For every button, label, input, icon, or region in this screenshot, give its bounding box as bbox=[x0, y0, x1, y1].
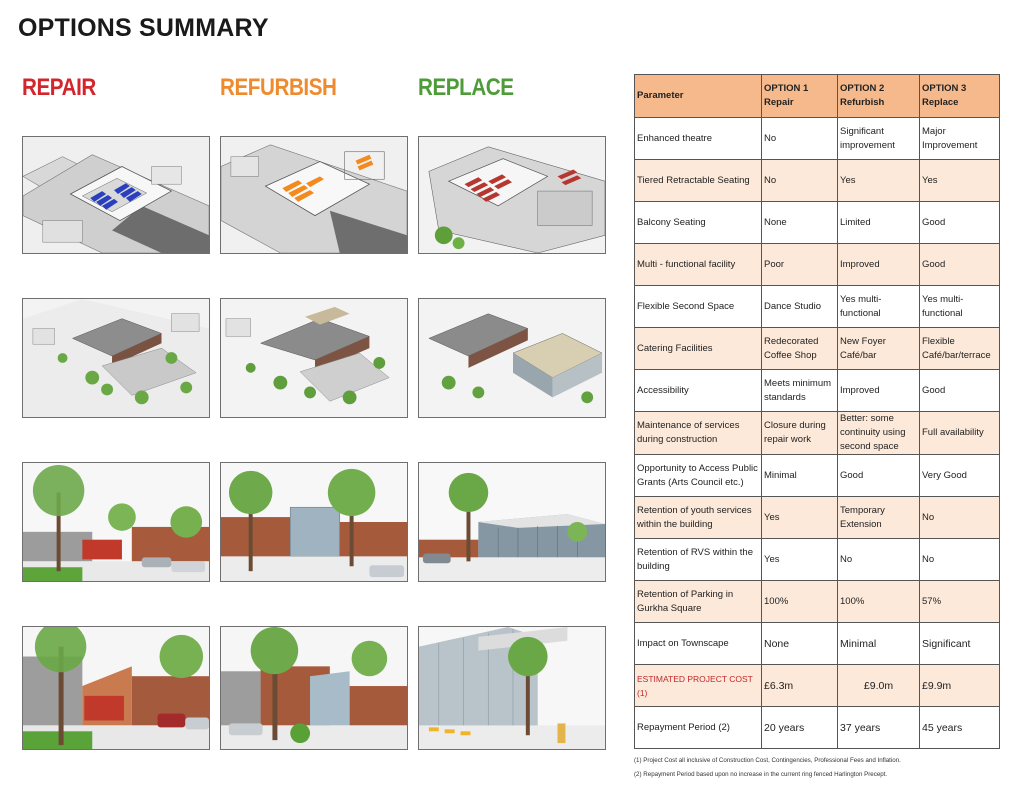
row-option-3: Good bbox=[920, 202, 1000, 244]
row-option-2: Good bbox=[838, 455, 920, 497]
row-option-3: Flexible Café/bar/terrace bbox=[920, 328, 1000, 370]
row-parameter: Repayment Period (2) bbox=[635, 707, 762, 749]
row-option-3: Full availability bbox=[920, 412, 1000, 455]
row-option-1: No bbox=[762, 160, 838, 202]
row-option-3: No bbox=[920, 539, 1000, 581]
replace-entrance-view-image bbox=[418, 626, 606, 750]
table-row bbox=[635, 286, 1000, 328]
option-heading-refurbish: REFURBISH bbox=[220, 74, 337, 101]
footnote-repayment-period: (2) Repayment Period based upon no increase in the current ring fenced Harlington Precept. bbox=[634, 771, 888, 778]
row-option-3: Good bbox=[920, 370, 1000, 412]
refurbish-entrance-view-image bbox=[220, 626, 408, 750]
table-row bbox=[635, 202, 1000, 244]
row-option-2: Yes multi-functional bbox=[838, 286, 920, 328]
row-option-1: Redecorated Coffee Shop bbox=[762, 328, 838, 370]
replace-street-view-image bbox=[418, 462, 606, 582]
row-parameter: Retention of youth services within the building bbox=[635, 497, 762, 539]
row-option-1: None bbox=[762, 623, 838, 665]
table-row bbox=[635, 707, 1000, 749]
row-option-3: 57% bbox=[920, 581, 1000, 623]
row-option-2: No bbox=[838, 539, 920, 581]
table-row bbox=[635, 244, 1000, 286]
option-heading-repair: REPAIR bbox=[22, 74, 96, 101]
row-option-3: £9.9m bbox=[920, 665, 1000, 707]
table-row bbox=[635, 160, 1000, 202]
row-parameter: Tiered Retractable Seating bbox=[635, 160, 762, 202]
row-option-1: Meets minimum standards bbox=[762, 370, 838, 412]
row-option-2: 37 years bbox=[838, 707, 920, 749]
repair-entrance-view-image bbox=[22, 626, 210, 750]
table-row bbox=[635, 581, 1000, 623]
row-parameter: Catering Facilities bbox=[635, 328, 762, 370]
table-row bbox=[635, 623, 1000, 665]
row-option-1: No bbox=[762, 118, 838, 160]
replace-seating-axonometric-image bbox=[418, 136, 606, 254]
row-option-3: 45 years bbox=[920, 707, 1000, 749]
options-comparison-table bbox=[634, 74, 999, 749]
refurbish-street-view-image bbox=[220, 462, 408, 582]
header-option-2: OPTION 2 Refurbish bbox=[838, 75, 920, 118]
table-row bbox=[635, 370, 1000, 412]
row-option-2: Improved bbox=[838, 370, 920, 412]
table-row bbox=[635, 118, 1000, 160]
row-option-1: £6.3m bbox=[762, 665, 838, 707]
row-option-2: Better: some continuity using second space bbox=[838, 412, 920, 455]
header-option-1: OPTION 1 Repair bbox=[762, 75, 838, 118]
row-option-2: Significant improvement bbox=[838, 118, 920, 160]
table-header-row bbox=[635, 75, 1000, 118]
row-parameter: Multi - functional facility bbox=[635, 244, 762, 286]
row-option-3: Good bbox=[920, 244, 1000, 286]
option-heading-replace: REPLACE bbox=[418, 74, 514, 101]
row-option-2: 100% bbox=[838, 581, 920, 623]
row-option-3: Significant bbox=[920, 623, 1000, 665]
row-parameter: Retention of Parking in Gurkha Square bbox=[635, 581, 762, 623]
replace-site-aerial-image bbox=[418, 298, 606, 418]
header-parameter: Parameter bbox=[635, 75, 762, 118]
refurbish-site-aerial-image bbox=[220, 298, 408, 418]
row-parameter: Accessibility bbox=[635, 370, 762, 412]
row-option-1: None bbox=[762, 202, 838, 244]
row-parameter: Impact on Townscape bbox=[635, 623, 762, 665]
row-option-1: Minimal bbox=[762, 455, 838, 497]
table-row bbox=[635, 497, 1000, 539]
row-option-1: 100% bbox=[762, 581, 838, 623]
row-option-1: Poor bbox=[762, 244, 838, 286]
row-option-2: Temporary Extension bbox=[838, 497, 920, 539]
page-title: OPTIONS SUMMARY bbox=[18, 14, 269, 42]
repair-seating-axonometric-image bbox=[22, 136, 210, 254]
repair-site-aerial-image bbox=[22, 298, 210, 418]
table-row bbox=[635, 412, 1000, 455]
row-option-2: New Foyer Café/bar bbox=[838, 328, 920, 370]
row-option-2: Yes bbox=[838, 160, 920, 202]
table-row bbox=[635, 455, 1000, 497]
row-parameter: ESTIMATED PROJECT COST (1) bbox=[635, 665, 762, 707]
row-option-3: Yes bbox=[920, 160, 1000, 202]
row-option-1: Yes bbox=[762, 539, 838, 581]
row-option-1: Closure during repair work bbox=[762, 412, 838, 455]
row-parameter: Maintenance of services during construction bbox=[635, 412, 762, 455]
row-option-1: 20 years bbox=[762, 707, 838, 749]
row-option-3: Very Good bbox=[920, 455, 1000, 497]
row-option-2: Improved bbox=[838, 244, 920, 286]
row-parameter: Opportunity to Access Public Grants (Arts Council etc.) bbox=[635, 455, 762, 497]
footnote-project-cost: (1) Project Cost all inclusive of Construction Cost, Contingencies, Professional Fees and Inflation. bbox=[634, 757, 901, 764]
table-row bbox=[635, 539, 1000, 581]
row-option-3: Major Improvement bbox=[920, 118, 1000, 160]
row-option-1: Yes bbox=[762, 497, 838, 539]
row-option-1: Dance Studio bbox=[762, 286, 838, 328]
row-option-2: Minimal bbox=[838, 623, 920, 665]
row-option-3: No bbox=[920, 497, 1000, 539]
row-parameter: Retention of RVS within the building bbox=[635, 539, 762, 581]
row-option-2: £9.0m bbox=[838, 665, 920, 707]
row-parameter: Flexible Second Space bbox=[635, 286, 762, 328]
row-parameter: Balcony Seating bbox=[635, 202, 762, 244]
refurbish-seating-axonometric-image bbox=[220, 136, 408, 254]
row-option-3: Yes multi-functional bbox=[920, 286, 1000, 328]
header-option-3: OPTION 3 Replace bbox=[920, 75, 1000, 118]
row-parameter: Enhanced theatre bbox=[635, 118, 762, 160]
repair-street-view-image bbox=[22, 462, 210, 582]
table-row-estimated-cost bbox=[635, 665, 1000, 707]
table-row bbox=[635, 328, 1000, 370]
row-option-2: Limited bbox=[838, 202, 920, 244]
